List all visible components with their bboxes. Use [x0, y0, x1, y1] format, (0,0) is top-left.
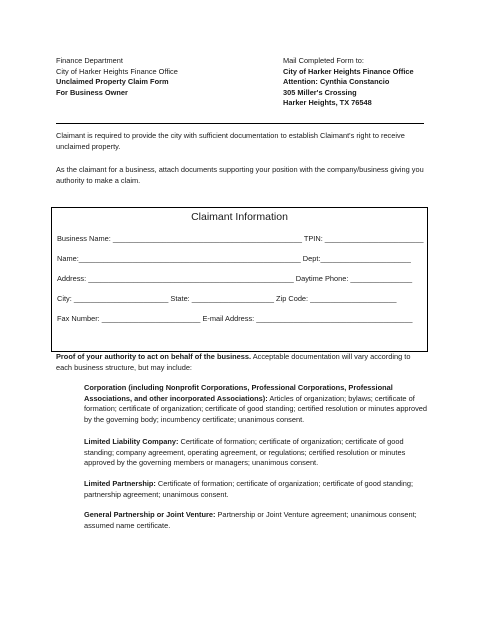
item-general-partnership	[84, 510, 428, 531]
item-label: Limited Liability Company:	[84, 437, 179, 446]
business-name-tpin-row[interactable]: Business Name: ______________________________________________ TPIN: ________________________	[57, 234, 424, 243]
proof-heading: Proof of your authority to act on behalf of the business.	[56, 352, 252, 361]
item-text: Partnership or Joint Venture agreement; unanimous consent; assumed name certificate.	[84, 510, 417, 530]
item-text: Articles of organization; bylaws; certificate of formation; certificate of organization; certificate of good standing; certified resolution or minutes approved by the governing body; incumbency certificate; unanimous consent.	[84, 393, 428, 424]
mail-office: City of Harker Heights Finance Office	[283, 66, 414, 76]
intro-paragraph-2: As the claimant for a business, attach documents supporting your position with the company/business giving you authority to make a claim.	[56, 165, 424, 185]
item-text: Certificate of formation; certificate of organization; certificate of good standing; company agreement, operating agreement, or regulations; certified resolution or minutes approved by the governing members or managers; unanimous consent.	[84, 437, 406, 467]
mail-street: 305 Miller's Crossing	[283, 87, 357, 97]
mail-attention: Attention: Cynthia Constancio	[283, 77, 390, 86]
item-label: Limited Partnership:	[84, 479, 156, 488]
item-text: Certificate of formation; certificate of organization; certificate of good standing; partnership agreement; unanimous consent.	[84, 479, 414, 499]
proof-text: Acceptable documentation will vary according to each business structure, but may include:	[56, 352, 411, 372]
item-limited-partnership	[84, 479, 428, 500]
item-corporation	[84, 383, 428, 425]
header-divider	[56, 123, 424, 124]
mailing-address-block	[283, 56, 414, 109]
claimant-information-box	[51, 207, 428, 352]
city-state-zip-row[interactable]: City: _______________________ State: ____________________ Zip Code: _____________________	[57, 294, 397, 303]
item-label: General Partnership or Joint Venture:	[84, 510, 216, 519]
department-name: Finance Department	[56, 56, 123, 65]
header-left-block	[56, 56, 178, 98]
fax-email-row[interactable]: Fax Number: ________________________ E-mail Address: ______________________________________	[57, 314, 413, 323]
mail-instruction: Mail Completed Form to:	[283, 56, 364, 65]
claimant-box-title: Claimant Information	[191, 211, 288, 223]
name-dept-row[interactable]: Name:______________________________________________________ Dept:______________________	[57, 254, 411, 263]
office-name: City of Harker Heights Finance Office	[56, 66, 178, 76]
item-llc	[84, 437, 428, 469]
address-phone-row[interactable]: Address: __________________________________________________ Daytime Phone: _______________	[57, 274, 413, 283]
item-label: Corporation (including Nonprofit Corporations, Professional Corporations, Professional Associations, and other incorporated Associations):	[84, 383, 393, 403]
form-subtitle: For Business Owner	[56, 87, 128, 97]
intro-paragraph-1: Claimant is required to provide the city with sufficient documentation to establish Claimant's right to receive unclaimed property.	[56, 131, 405, 151]
form-title: Unclaimed Property Claim Form	[56, 77, 169, 86]
mail-city-state-zip: Harker Heights, TX 76548	[283, 98, 372, 107]
proof-paragraph	[56, 352, 428, 373]
